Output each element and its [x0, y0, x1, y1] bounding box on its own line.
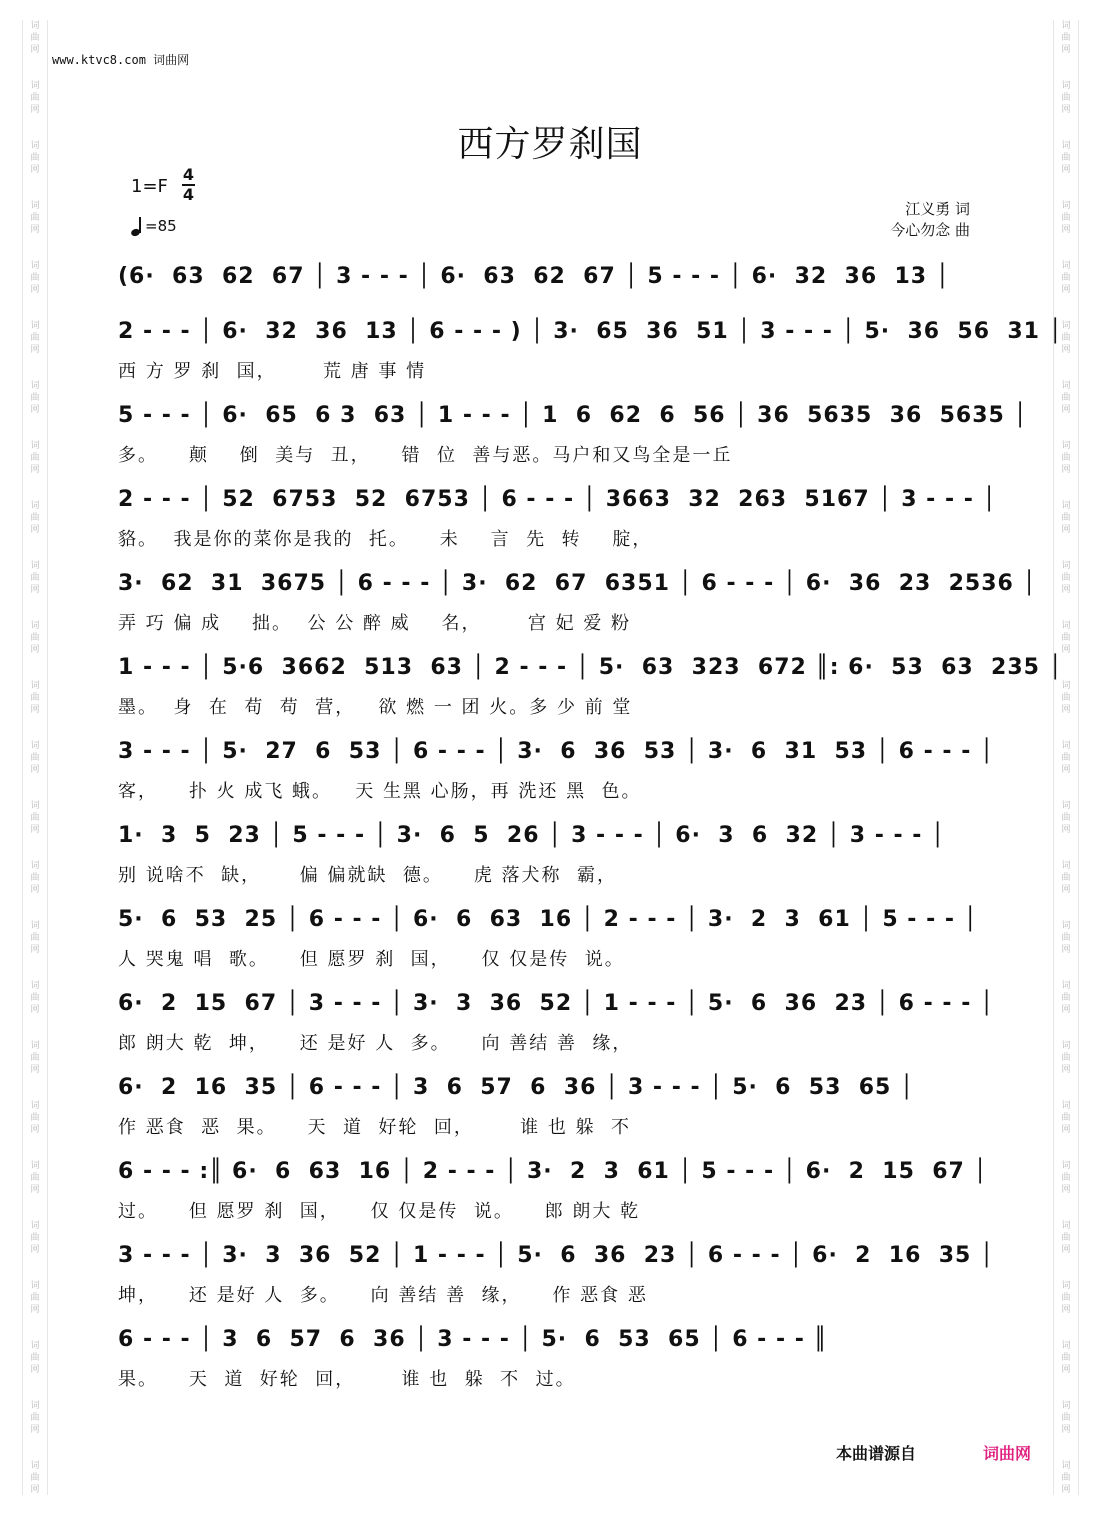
footer-source-link[interactable]: 词曲网: [983, 1444, 1032, 1463]
quarter-note-icon: [131, 216, 143, 236]
watermark-char: 网: [1061, 945, 1071, 955]
right-watermark-strip: [1053, 20, 1079, 1495]
watermark-char: 词: [1061, 441, 1071, 451]
watermark-char: 词: [1061, 741, 1071, 751]
key-signature: 1=F: [131, 176, 168, 197]
score-system: [118, 1069, 982, 1141]
score-system: [118, 733, 995, 805]
notation-line: 6· 2 16 35 │ 6 - - - │ 3 6 57 6 36 │ 3 - - - │ 5· 6 53 65 │: [118, 1075, 915, 1100]
watermark-char: 词: [30, 141, 40, 151]
lyric-line: 坤， 还 是好 人 多。 向 善结 善 缘， 作 恶食 恶: [118, 1285, 648, 1306]
watermark-char: 网: [30, 1245, 40, 1255]
watermark-char: 曲: [1061, 393, 1071, 403]
watermark-char: 词: [30, 1161, 40, 1171]
watermark-group: [1061, 440, 1070, 476]
watermark-char: 网: [30, 525, 40, 535]
watermark-char: 网: [1061, 345, 1071, 355]
watermark-char: 曲: [30, 993, 40, 1003]
watermark-char: 曲: [1061, 693, 1071, 703]
watermark-char: 曲: [30, 813, 40, 823]
watermark-char: 曲: [1061, 93, 1071, 103]
watermark-char: 曲: [1061, 933, 1071, 943]
watermark-char: 词: [1061, 1101, 1071, 1111]
footer-source-label: 本曲谱源自: [836, 1444, 917, 1463]
watermark-group: [1061, 1160, 1070, 1196]
watermark-char: 词: [30, 561, 40, 571]
watermark-char: 曲: [30, 1233, 40, 1243]
watermark-group: [1061, 500, 1070, 536]
watermark-char: 词: [1061, 261, 1071, 271]
lyric-line: 别 说啥不 缺， 偏 偏就缺 德。 虎 落犬称 霸，: [118, 865, 617, 886]
watermark-char: 网: [30, 345, 40, 355]
watermark-char: 曲: [30, 1293, 40, 1303]
watermark-group: [30, 740, 39, 776]
watermark-group: [1061, 1460, 1070, 1495]
watermark-group: [30, 920, 39, 956]
watermark-group: [1061, 80, 1070, 116]
watermark-char: 曲: [30, 1173, 40, 1183]
watermark-group: [1061, 800, 1070, 836]
watermark-group: [1061, 860, 1070, 896]
notation-line: 2 - - - │ 6· 32 36 13 │ 6 - - - ) │ 3· 65 36 51 │ 3 - - - │ 5· 36 56 31 │: [118, 319, 1063, 344]
watermark-char: 词: [1061, 21, 1071, 31]
watermark-char: 网: [30, 225, 40, 235]
watermark-char: 网: [1061, 1485, 1071, 1495]
watermark-char: 网: [30, 825, 40, 835]
lyricist-credit: 江义勇 词: [905, 200, 970, 218]
watermark-char: 词: [30, 381, 40, 391]
watermark-char: 网: [30, 945, 40, 955]
lyric-line: 人 哭鬼 唱 歌。 但 愿罗 刹 国， 仅 仅是传 说。: [118, 949, 625, 970]
watermark-char: 词: [30, 261, 40, 271]
watermark-char: 网: [1061, 1125, 1071, 1135]
watermark-char: 网: [1061, 645, 1071, 655]
watermark-group: [30, 1220, 39, 1256]
tempo-marking: [131, 216, 177, 236]
watermark-char: 网: [1061, 45, 1071, 55]
watermark-char: 词: [30, 741, 40, 751]
watermark-char: 词: [1061, 141, 1071, 151]
composer-credit: 今心勿念 曲: [890, 221, 970, 239]
watermark-group: [1061, 20, 1070, 56]
watermark-char: 曲: [30, 333, 40, 343]
watermark-group: [1061, 920, 1070, 956]
watermark-char: 网: [30, 885, 40, 895]
watermark-group: [1061, 1340, 1070, 1376]
watermark-char: 曲: [1061, 993, 1071, 1003]
watermark-char: 词: [30, 21, 40, 31]
watermark-char: 网: [1061, 1245, 1071, 1255]
watermark-char: 网: [30, 105, 40, 115]
credits: [890, 199, 970, 241]
score-system: [118, 565, 1037, 637]
score-system: [118, 397, 1028, 469]
watermark-group: [1061, 680, 1070, 716]
watermark-char: 网: [30, 1125, 40, 1135]
watermark-char: 曲: [30, 933, 40, 943]
watermark-char: 网: [1061, 1425, 1071, 1435]
watermark-char: 词: [30, 1341, 40, 1351]
watermark-char: 网: [30, 1185, 40, 1195]
watermark-char: 词: [30, 681, 40, 691]
watermark-char: 词: [1061, 1281, 1071, 1291]
watermark-group: [30, 800, 39, 836]
watermark-char: 曲: [1061, 1413, 1071, 1423]
watermark-char: 词: [1061, 801, 1071, 811]
time-signature-top: 4: [182, 165, 195, 184]
score-system: [118, 817, 982, 889]
watermark-group: [1061, 740, 1070, 776]
lyric-line: 过。 但 愿罗 刹 国， 仅 仅是传 说。 郎 朗大 乾: [118, 1201, 641, 1222]
notation-line: 6· 2 15 67 │ 3 - - - │ 3· 3 36 52 │ 1 - - - │ 5· 6 36 23 │ 6 - - - │: [118, 991, 995, 1016]
watermark-char: 词: [30, 921, 40, 931]
watermark-group: [30, 20, 39, 56]
watermark-char: 曲: [1061, 633, 1071, 643]
score-system: [118, 1153, 988, 1225]
watermark-char: 曲: [1061, 753, 1071, 763]
watermark-group: [1061, 1220, 1070, 1256]
watermark-char: 词: [30, 1281, 40, 1291]
watermark-char: 词: [30, 1221, 40, 1231]
watermark-char: 曲: [30, 1053, 40, 1063]
watermark-char: 曲: [1061, 1473, 1071, 1483]
score-system: [118, 901, 982, 973]
watermark-char: 曲: [30, 513, 40, 523]
watermark-char: 曲: [30, 1413, 40, 1423]
notation-line: 1 - - - │ 5·6 3662 513 63 │ 2 - - - │ 5· 63 323 672 ║: 6· 53 63 235 │: [118, 655, 1063, 680]
watermark-char: 曲: [1061, 1233, 1071, 1243]
watermark-char: 曲: [30, 753, 40, 763]
watermark-char: 网: [30, 1065, 40, 1075]
watermark-char: 网: [30, 1425, 40, 1435]
watermark-group: [30, 1100, 39, 1136]
watermark-char: 词: [1061, 621, 1071, 631]
watermark-group: [1061, 1280, 1070, 1316]
watermark-char: 网: [30, 405, 40, 415]
watermark-char: 词: [1061, 1341, 1071, 1351]
site-url[interactable]: www.ktvc8.com 词曲网: [52, 53, 190, 67]
watermark-char: 词: [1061, 1161, 1071, 1171]
lyric-line: 墨。 身 在 苟 苟 营， 欲 燃 一 团 火。多 少 前 堂: [118, 697, 633, 718]
notation-line: 3 - - - │ 3· 3 36 52 │ 1 - - - │ 5· 6 36 23 │ 6 - - - │ 6· 2 16 35 │: [118, 1243, 995, 1268]
watermark-char: 词: [1061, 561, 1071, 571]
notation-line: 6 - - - :║ 6· 6 63 16 │ 2 - - - │ 3· 2 3 61 │ 5 - - - │ 6· 2 15 67 │: [118, 1159, 988, 1184]
watermark-group: [30, 440, 39, 476]
watermark-char: 网: [30, 585, 40, 595]
watermark-group: [30, 620, 39, 656]
watermark-char: 词: [30, 321, 40, 331]
watermark-group: [30, 1280, 39, 1316]
watermark-char: 曲: [1061, 1173, 1071, 1183]
watermark-char: 词: [30, 1401, 40, 1411]
watermark-char: 曲: [1061, 333, 1071, 343]
watermark-char: 曲: [30, 33, 40, 43]
watermark-char: 网: [1061, 1365, 1071, 1375]
watermark-char: 网: [1061, 1065, 1071, 1075]
watermark-char: 网: [1061, 1005, 1071, 1015]
notation-line: 6 - - - │ 3 6 57 6 36 │ 3 - - - │ 5· 6 53 65 │ 6 - - - ║: [118, 1327, 828, 1352]
watermark-char: 词: [1061, 861, 1071, 871]
score-system: [118, 1321, 982, 1393]
watermark-char: 词: [1061, 81, 1071, 91]
watermark-char: 曲: [30, 273, 40, 283]
watermark-char: 词: [30, 621, 40, 631]
watermark-group: [30, 380, 39, 416]
watermark-group: [30, 1160, 39, 1196]
watermark-char: 词: [1061, 1041, 1071, 1051]
watermark-char: 曲: [1061, 1053, 1071, 1063]
lyric-line: 作 恶食 恶 果。 天 道 好轮 回， 谁 也 躲 不: [118, 1117, 632, 1138]
watermark-char: 曲: [1061, 453, 1071, 463]
watermark-char: 网: [30, 1365, 40, 1375]
notation-line: 5 - - - │ 6· 65 6 3 63 │ 1 - - - │ 1 6 62 6 56 │ 36 5635 36 5635 │: [118, 403, 1028, 428]
watermark-group: [30, 200, 39, 236]
watermark-char: 网: [30, 705, 40, 715]
watermark-char: 曲: [30, 573, 40, 583]
watermark-char: 词: [30, 981, 40, 991]
watermark-group: [1061, 1400, 1070, 1436]
watermark-char: 网: [30, 1485, 40, 1495]
watermark-char: 网: [30, 1005, 40, 1015]
watermark-char: 网: [1061, 585, 1071, 595]
watermark-char: 网: [1061, 285, 1071, 295]
watermark-char: 词: [1061, 681, 1071, 691]
watermark-char: 网: [1061, 405, 1071, 415]
watermark-group: [30, 860, 39, 896]
watermark-char: 曲: [1061, 273, 1071, 283]
watermark-char: 曲: [30, 633, 40, 643]
watermark-char: 曲: [30, 1473, 40, 1483]
lyric-line: 貉。 我是你的菜你是我的 托。 未 言 先 转 腚，: [118, 529, 653, 550]
score-system: [118, 481, 997, 553]
watermark-group: [30, 80, 39, 116]
watermark-group: [30, 1340, 39, 1376]
score-system: [118, 1237, 995, 1309]
watermark-char: 曲: [1061, 573, 1071, 583]
watermark-char: 曲: [1061, 153, 1071, 163]
watermark-group: [1061, 1100, 1070, 1136]
watermark-char: 词: [1061, 381, 1071, 391]
watermark-char: 词: [1061, 921, 1071, 931]
watermark-char: 词: [1061, 201, 1071, 211]
watermark-char: 词: [1061, 1221, 1071, 1231]
watermark-char: 曲: [30, 213, 40, 223]
watermark-group: [1061, 380, 1070, 416]
watermark-char: 网: [30, 1305, 40, 1315]
watermark-char: 曲: [1061, 33, 1071, 43]
watermark-char: 曲: [30, 153, 40, 163]
notation-line: 1· 3 5 23 │ 5 - - - │ 3· 6 5 26 │ 3 - - - │ 6· 3 6 32 │ 3 - - - │: [118, 823, 946, 848]
watermark-char: 曲: [30, 1353, 40, 1363]
watermark-group: [1061, 1040, 1070, 1076]
watermark-group: [1061, 200, 1070, 236]
watermark-char: 网: [30, 285, 40, 295]
time-signature: [182, 166, 195, 204]
lyric-line: 西 方 罗 刹 国， 荒 唐 事 情: [118, 361, 427, 382]
watermark-group: [30, 260, 39, 296]
lyric-line: 客， 扑 火 成飞 蛾。 天 生黑 心肠，再 洗还 黑 色。: [118, 781, 642, 802]
song-title: 西方罗刹国: [457, 124, 643, 165]
watermark-char: 曲: [1061, 213, 1071, 223]
watermark-char: 曲: [30, 453, 40, 463]
watermark-char: 曲: [1061, 1353, 1071, 1363]
watermark-group: [30, 500, 39, 536]
watermark-char: 曲: [30, 93, 40, 103]
watermark-char: 网: [1061, 825, 1071, 835]
watermark-group: [30, 1460, 39, 1495]
score-system: [118, 313, 1063, 385]
watermark-group: [1061, 980, 1070, 1016]
watermark-char: 词: [1061, 1401, 1071, 1411]
watermark-char: 词: [30, 201, 40, 211]
watermark-char: 曲: [1061, 813, 1071, 823]
watermark-char: 网: [1061, 765, 1071, 775]
watermark-char: 词: [30, 861, 40, 871]
watermark-char: 网: [30, 165, 40, 175]
watermark-char: 曲: [1061, 513, 1071, 523]
watermark-char: 词: [1061, 981, 1071, 991]
watermark-char: 曲: [30, 693, 40, 703]
watermark-char: 网: [1061, 105, 1071, 115]
watermark-char: 网: [1061, 1185, 1071, 1195]
watermark-char: 网: [30, 645, 40, 655]
watermark-char: 曲: [30, 873, 40, 883]
lyric-line: 多。 颠 倒 美与 丑， 错 位 善与恶。马户和又鸟全是一丘: [118, 445, 733, 466]
watermark-char: 网: [1061, 225, 1071, 235]
watermark-char: 词: [30, 81, 40, 91]
watermark-char: 网: [1061, 885, 1071, 895]
watermark-group: [1061, 560, 1070, 596]
watermark-char: 词: [30, 801, 40, 811]
lyric-line: 弄 巧 偏 成 拙。 公 公 醉 威 名， 宫 妃 爱 粉: [118, 613, 632, 634]
watermark-char: 曲: [1061, 1113, 1071, 1123]
watermark-char: 网: [1061, 165, 1071, 175]
tempo-value: =85: [145, 217, 177, 235]
score-system: [118, 649, 1063, 721]
watermark-char: 网: [30, 765, 40, 775]
watermark-char: 网: [1061, 705, 1071, 715]
watermark-char: 词: [1061, 501, 1071, 511]
watermark-group: [30, 560, 39, 596]
watermark-char: 曲: [1061, 873, 1071, 883]
notation-line: 2 - - - │ 52 6753 52 6753 │ 6 - - - │ 3663 32 263 5167 │ 3 - - - │: [118, 487, 997, 512]
lyric-line: 果。 天 道 好轮 回， 谁 也 躲 不 过。: [118, 1369, 576, 1390]
watermark-group: [30, 1040, 39, 1076]
watermark-group: [30, 980, 39, 1016]
watermark-char: 网: [30, 45, 40, 55]
notation-line: 3 - - - │ 5· 27 6 53 │ 6 - - - │ 3· 6 36 53 │ 3· 6 31 53 │ 6 - - - │: [118, 739, 995, 764]
watermark-char: 词: [1061, 1461, 1071, 1471]
watermark-char: 曲: [30, 393, 40, 403]
watermark-char: 词: [30, 441, 40, 451]
watermark-group: [1061, 260, 1070, 296]
watermark-char: 词: [30, 1461, 40, 1471]
watermark-group: [1061, 620, 1070, 656]
watermark-char: 网: [30, 465, 40, 475]
watermark-char: 网: [1061, 525, 1071, 535]
watermark-char: 网: [1061, 1305, 1071, 1315]
watermark-group: [30, 680, 39, 716]
time-signature-bottom: 4: [182, 185, 195, 204]
watermark-group: [30, 1400, 39, 1436]
watermark-char: 词: [30, 1101, 40, 1111]
watermark-char: 网: [1061, 465, 1071, 475]
score-system: [118, 985, 995, 1057]
notation-line: 3· 62 31 3675 │ 6 - - - │ 3· 62 67 6351 │ 6 - - - │ 6· 36 23 2536 │: [118, 571, 1037, 596]
watermark-char: 词: [30, 501, 40, 511]
notation-line: 5· 6 53 25 │ 6 - - - │ 6· 6 63 16 │ 2 - - - │ 3· 2 3 61 │ 5 - - - │: [118, 907, 978, 932]
watermark-char: 曲: [1061, 1293, 1071, 1303]
left-watermark-strip: [22, 20, 48, 1495]
notation-line: (6· 63 62 67 │ 3 - - - │ 6· 63 62 67 │ 5 - - - │ 6· 32 36 13 │: [118, 264, 950, 289]
lyric-line: 郎 朗大 乾 坤， 还 是好 人 多。 向 善结 善 缘，: [118, 1033, 633, 1054]
watermark-group: [30, 320, 39, 356]
watermark-char: 曲: [30, 1113, 40, 1123]
watermark-char: 词: [1061, 321, 1071, 331]
watermark-char: 词: [30, 1041, 40, 1051]
